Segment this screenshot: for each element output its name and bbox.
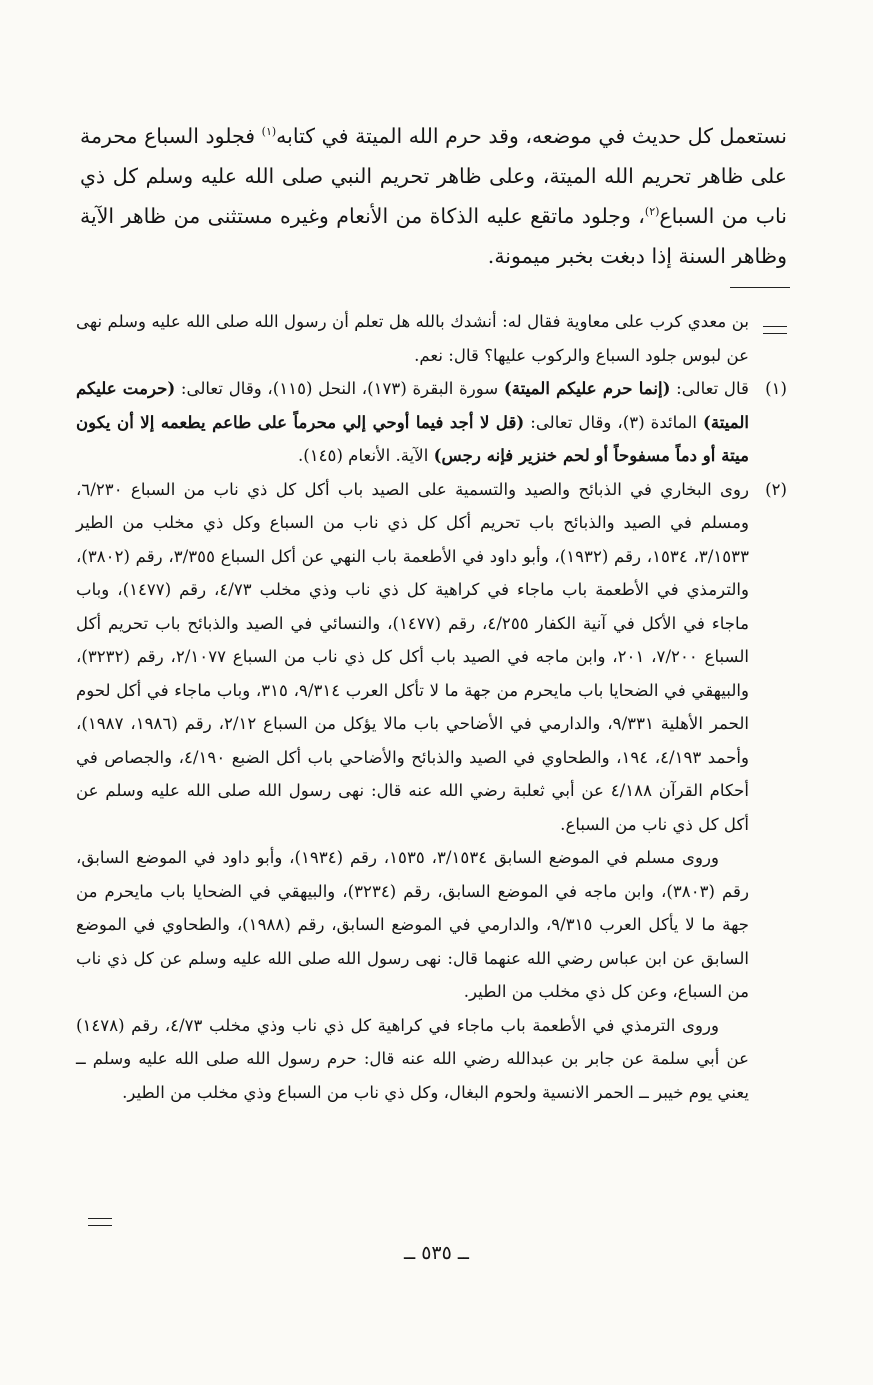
footnotes-section (76, 305, 787, 1109)
footnote-2-paragraph-1: روى البخاري في الذبائح والصيد والتسمية على الصيد باب أكل كل ذي ناب من السباع ٦/٢٣٠، ومسلم في الصيد والذبائح باب تحريم أكل كل ذي ناب من السباع وكل ذي مخلب من الطير ٣/١٥٣٣، ١٥٣٤، رقم (١٩٣٢)، وأبو داود في الأطعمة باب النهي عن أكل السباع ٣/٣٥٥، رقم (٣٨٠٢)، والترمذي في الأطعمة باب ماجاء في كراهية كل ذي ناب وذي مخلب ٤/٧٣، رقم (١٤٧٧)، وباب ماجاء في الأكل في آنية الكفار ٤/٢٥٥، رقم (١٤٧٧)، والنسائي في الصيد والذبائح باب تحريم أكل السباع ٧/٢٠٠، ٢٠١، وابن ماجه في الصيد باب أكل كل ذي ناب من السباع ٢/١٠٧٧، رقم (٣٢٣٢)، والبيهقي في الضحايا باب مايحرم من جهة ما لا تأكل العرب ٩/٣١٤، ٣١٥، وباب ماجاء في أكل لحوم الحمر الأهلية ٩/٣٣١، والدارمي في الأضاحي باب مالا يؤكل من السباع ٢/١٢، رقم (١٩٨٦، ١٩٨٧)، وأحمد ٤/١٩٣، ١٩٤، والطحاوي في الصيد والذبائح والأضاحي باب أكل الضبع ٤/١٩٠، والجصاص في أحكام القرآن ٤/١٨٨ عن أبي ثعلبة رضي الله عنه قال: نهى رسول الله صلى الله عليه وسلم عن أكل كل ذي ناب من السباع. (76, 479, 750, 834)
footnote-separator (730, 287, 790, 288)
footnote-2 (76, 473, 787, 1110)
main-paragraph (80, 116, 787, 276)
footnote-end-mark (88, 1211, 112, 1230)
double-line-icon (763, 326, 787, 334)
footnote-2-paragraph-3: وروى الترمذي في الأطعمة باب ماجاء في كراهية كل ذي ناب وذي مخلب ٤/٧٣، رقم (١٤٧٨) عن أبي سلمة عن جابر بن عبدالله رضي الله عنه قال: حرم رسول الله صلى الله عليه وسلم ــ يعني يوم خيبر ــ الحمر الانسية ولحوم البغال، وكل ذي ناب من السباع وذي مخلب من الطير. (76, 1015, 749, 1102)
continuation-text: بن معدي كرب على معاوية فقال له: أنشدك بالله هل تعلم أن رسول الله صلى الله عليه وسلم نهى عن لبوس جلود السباع والركوب عليها؟ قال: نعم. (76, 312, 749, 365)
footnote-1-verse-c: (قل لا أجد فيما أوحي إلي محرماً على طاعم يطعمه إلا أن يكون ميتة أو دماً مسفوحاً أو لحم خنزير فإنه رجس) (76, 411, 749, 465)
continuation-mark (753, 305, 787, 339)
footnote-1-verse-b: (حرمت عليكم الميتة) (76, 378, 749, 432)
footnote-1-text-d: الآية. الأنعام (١٤٥). (297, 446, 434, 465)
footnote-ref-1[interactable]: (١) (261, 125, 277, 139)
footnote-continuation (76, 305, 787, 372)
footnote-1-text-a: قال تعالى: (670, 379, 749, 398)
footnote-1-text-b: سورة البقرة (١٧٣)، النحل (١١٥)، وقال تعالى: (175, 379, 504, 398)
footnote-2-mark: (٢) (765, 479, 787, 499)
main-text (80, 116, 787, 276)
footnote-1-text-c: المائدة (٣)، وقال تعالى: (524, 412, 703, 432)
footnote-1 (76, 372, 787, 473)
page-number: ــ ٥٣٥ ــ (404, 1242, 469, 1264)
main-text-part-2: فجلود السباع محرمة على ظاهر تحريم الله الميتة، وعلى ظاهر تحريم النبي صلى الله عليه وسلم كل ذي ناب من السباع (80, 124, 787, 228)
footnote-2-paragraph-2: وروى مسلم في الموضع السابق ٣/١٥٣٤، ١٥٣٥، رقم (١٩٣٤)، وأبو داود في الموضع السابق، رقم (٣٨٠٣)، وابن ماجه في الموضع السابق، رقم (٣٢٣٤)، والبيهقي في الضحايا باب مايحرم من جهة ما لا يأكل العرب ٩/٣١٥، والدارمي في الموضع السابق، رقم (١٩٨٨)، والطحاوي في الموضع السابق عن ابن عباس رضي الله عنهما قال: نهى رسول الله صلى الله عليه وسلم عن كل ذي ناب من السباع، وعن كل ذي مخلب من الطير. (76, 848, 749, 1001)
footnote-1-mark: (١) (765, 379, 787, 398)
footnote-1-verse-a: (إنما حرم عليكم الميتة) (503, 378, 671, 398)
double-line-icon (88, 1218, 112, 1226)
main-text-part-3: ، وجلود ماتقع عليه الذكاة من الأنعام وغيره مستثنى من ظاهر الآية وظاهر السنة إذا دبغت بخبر ميمونة. (80, 204, 787, 268)
footnote-ref-2[interactable]: (٢) (644, 205, 660, 219)
main-text-part-1: نستعمل كل حديث في موضعه، وقد حرم الله الميتة في كتابه (276, 124, 787, 148)
